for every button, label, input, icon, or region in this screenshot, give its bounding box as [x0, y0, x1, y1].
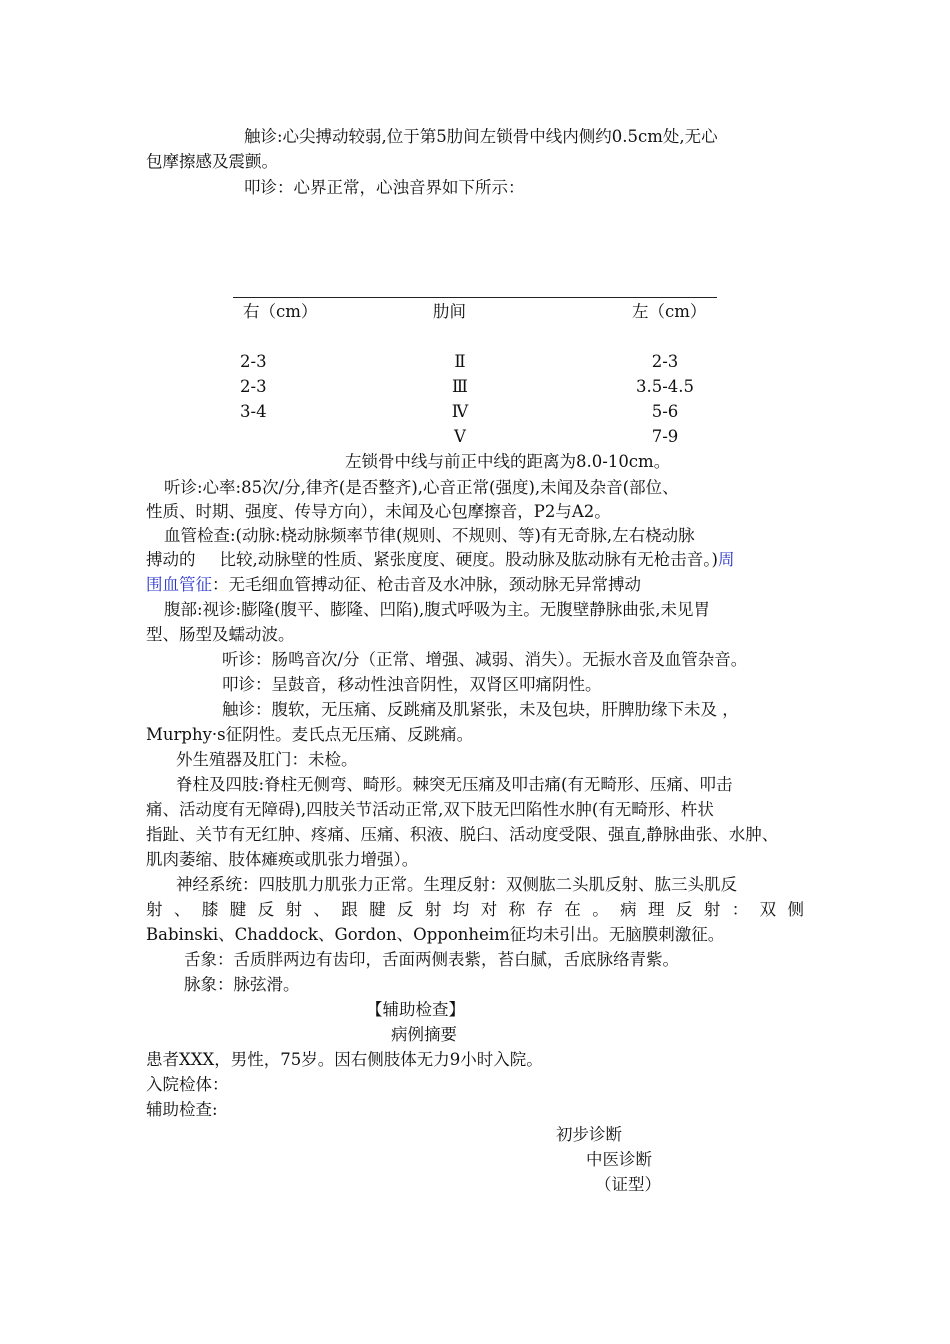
- neuro-word: 射: [285, 900, 302, 919]
- preliminary-diagnosis-label: 初步诊断: [556, 1125, 622, 1144]
- tongue-line: 舌象：舌质胖两边有齿印，舌面两侧表紫，苔白腻，舌底脉络青紫。: [184, 950, 679, 969]
- abdomen-percussion: 叩诊：呈鼓音，移动性浊音阴性，双肾区叩痛阴性。: [222, 675, 602, 694]
- vascular-line-1: 血管检查:(动脉:桡动脉频率节律(规则、不规则、等)有无奇脉,左右桡动脉: [164, 526, 695, 545]
- spine-line-2: 痛、活动度有无障碍),四肢关节活动正常,双下肢无凹陷性水肿(有无畸形、杵状: [146, 800, 714, 819]
- neuro-word: 理: [648, 900, 665, 919]
- table-cell-left: 5-6: [651, 402, 679, 421]
- syndrome-label: （证型）: [595, 1175, 661, 1194]
- peripheral-vascular-sign-link[interactable]: 周: [717, 550, 735, 569]
- table-top-rule: [233, 297, 717, 298]
- neuro-word: 。: [592, 900, 609, 919]
- neuro-word: 双: [759, 900, 777, 919]
- table-note: 左锁骨中线与前正中线的距离为8.0-10cm。: [345, 452, 671, 471]
- abdomen-inspection-line-1: 腹部:视诊:膨隆(腹平、膨隆、凹陷),腹式呼吸为主。无腹壁静脉曲张,未见胃: [164, 600, 710, 619]
- neuro-word: 射: [703, 900, 721, 919]
- neuro-word: 腱: [369, 900, 386, 919]
- neuro-word: 、: [173, 900, 191, 919]
- table-cell-right: 2-3: [240, 352, 267, 371]
- neuro-word: 膝: [201, 900, 219, 919]
- neuro-word: 存: [536, 900, 553, 919]
- palpation-line-1: 触诊:心尖搏动较弱,位于第5肋间左锁骨中线内侧约0.5cm处,无心: [244, 127, 718, 146]
- table-cell-left: 7-9: [651, 427, 679, 446]
- vascular-line-3: [146, 573, 641, 597]
- spine-line-4: 肌肉萎缩、肢体瘫痪或肌张力增强）。: [146, 850, 419, 869]
- tcm-diagnosis-label: 中医诊断: [586, 1150, 652, 1169]
- genitalia-line: 外生殖器及肛门：未检。: [176, 750, 358, 769]
- auscultation-line-2: 性质、时期、强度、传导方向），未闻及心包摩擦音，P2与A2。: [146, 502, 611, 521]
- table-header-right: 右（cm）: [243, 302, 318, 321]
- table-cell-right: 3-4: [240, 402, 267, 421]
- abdomen-auscultation: 听诊：肠鸣音次/分（正常、增强、减弱、消失）。无振水音及血管杂音。: [222, 650, 748, 669]
- table-cell-intercostal: Ⅱ: [454, 352, 466, 371]
- spine-line-1: 脊柱及四肢:脊柱无侧弯、畸形。棘突无压痛及叩击痛(有无畸形、压痛、叩击: [176, 775, 733, 794]
- table-header-left: 左（cm）: [632, 302, 707, 321]
- neuro-word: 在: [564, 900, 581, 919]
- case-summary-heading: 病例摘要: [391, 1025, 457, 1044]
- neuro-word: 跟: [341, 900, 358, 919]
- palpation-line-2: 包摩擦感及震颤。: [146, 152, 278, 171]
- vascular-line-2: [146, 548, 734, 572]
- neuro-word: ：: [731, 900, 749, 919]
- neuro-word: 侧: [787, 900, 804, 919]
- abdomen-palpation-line-2: Murphy·s征阴性。麦氏点无压痛、反跳痛。: [146, 725, 474, 744]
- auscultation-line-1: 听诊:心率:85次/分,律齐(是否整齐),心音正常(强度),未闻及杂音(部位、: [164, 478, 679, 497]
- pulse-line: 脉象：脉弦滑。: [184, 975, 300, 994]
- percussion-heart-line: 叩诊：心界正常，心浊音界如下所示：: [244, 178, 525, 197]
- peripheral-vascular-sign-link[interactable]: 围血管征: [146, 575, 212, 594]
- vascular-line-2-a: 搏动的: [146, 550, 196, 569]
- neuro-word: 反: [397, 900, 414, 919]
- abdomen-palpation-line-1: 触诊：腹软，无压痛、反跳痛及肌紧张，未及包块，肝脾肋缘下未及 ，: [222, 700, 739, 719]
- table-cell-intercostal: Ⅳ: [451, 402, 469, 421]
- neuro-word: 反: [675, 900, 693, 919]
- neuro-word: 、: [313, 900, 330, 919]
- auxiliary-heading: 【辅助检查】: [366, 1000, 465, 1019]
- table-header-intercostal: 肋间: [433, 302, 466, 321]
- abdomen-inspection-line-2: 型、肠型及蠕动波。: [146, 625, 295, 644]
- neuro-word: 称: [508, 900, 526, 919]
- case-summary-line: 患者XXX，男性，75岁。因右侧肢体无力9小时入院。: [146, 1050, 543, 1069]
- neuro-word: 射: [424, 900, 442, 919]
- table-cell-intercostal: Ⅴ: [454, 427, 466, 446]
- neuro-word: 病: [620, 900, 637, 919]
- spine-line-3: 指趾、关节有无红肿、疼痛、压痛、积液、脱臼、活动度受限、强直,静脉曲张、水肿、: [146, 825, 779, 844]
- vascular-line-3-rest: ：无毛细血管搏动征、枪击音及水冲脉，颈动脉无异常搏动: [212, 575, 641, 594]
- neuro-word: 射: [146, 900, 163, 919]
- neuro-word: 均: [452, 900, 470, 919]
- neuro-line-1: 神经系统：四肢肌力肌张力正常。生理反射：双侧肱二头肌反射、肱三头肌反: [176, 875, 737, 894]
- neuro-word: 腱: [229, 900, 247, 919]
- table-cell-right: 2-3: [240, 377, 267, 396]
- neuro-word: 对: [480, 900, 498, 919]
- neuro-line-3: Babinski、Chaddock、Gordon、Opponheim征均未引出。无脑膜刺激征。: [146, 925, 725, 944]
- neuro-word: 反: [257, 900, 275, 919]
- vascular-line-2-b: 比较,动脉壁的性质、紧张度度、硬度。股动脉及肱动脉有无枪击音。): [219, 550, 718, 569]
- table-cell-left: 3.5-4.5: [635, 377, 695, 396]
- neuro-line-2: [146, 898, 804, 922]
- admission-exam-label: 入院检体：: [146, 1075, 229, 1094]
- table-cell-intercostal: Ⅲ: [452, 377, 468, 396]
- table-cell-left: 2-3: [651, 352, 679, 371]
- auxiliary-exam-label: 辅助检查:: [146, 1100, 218, 1119]
